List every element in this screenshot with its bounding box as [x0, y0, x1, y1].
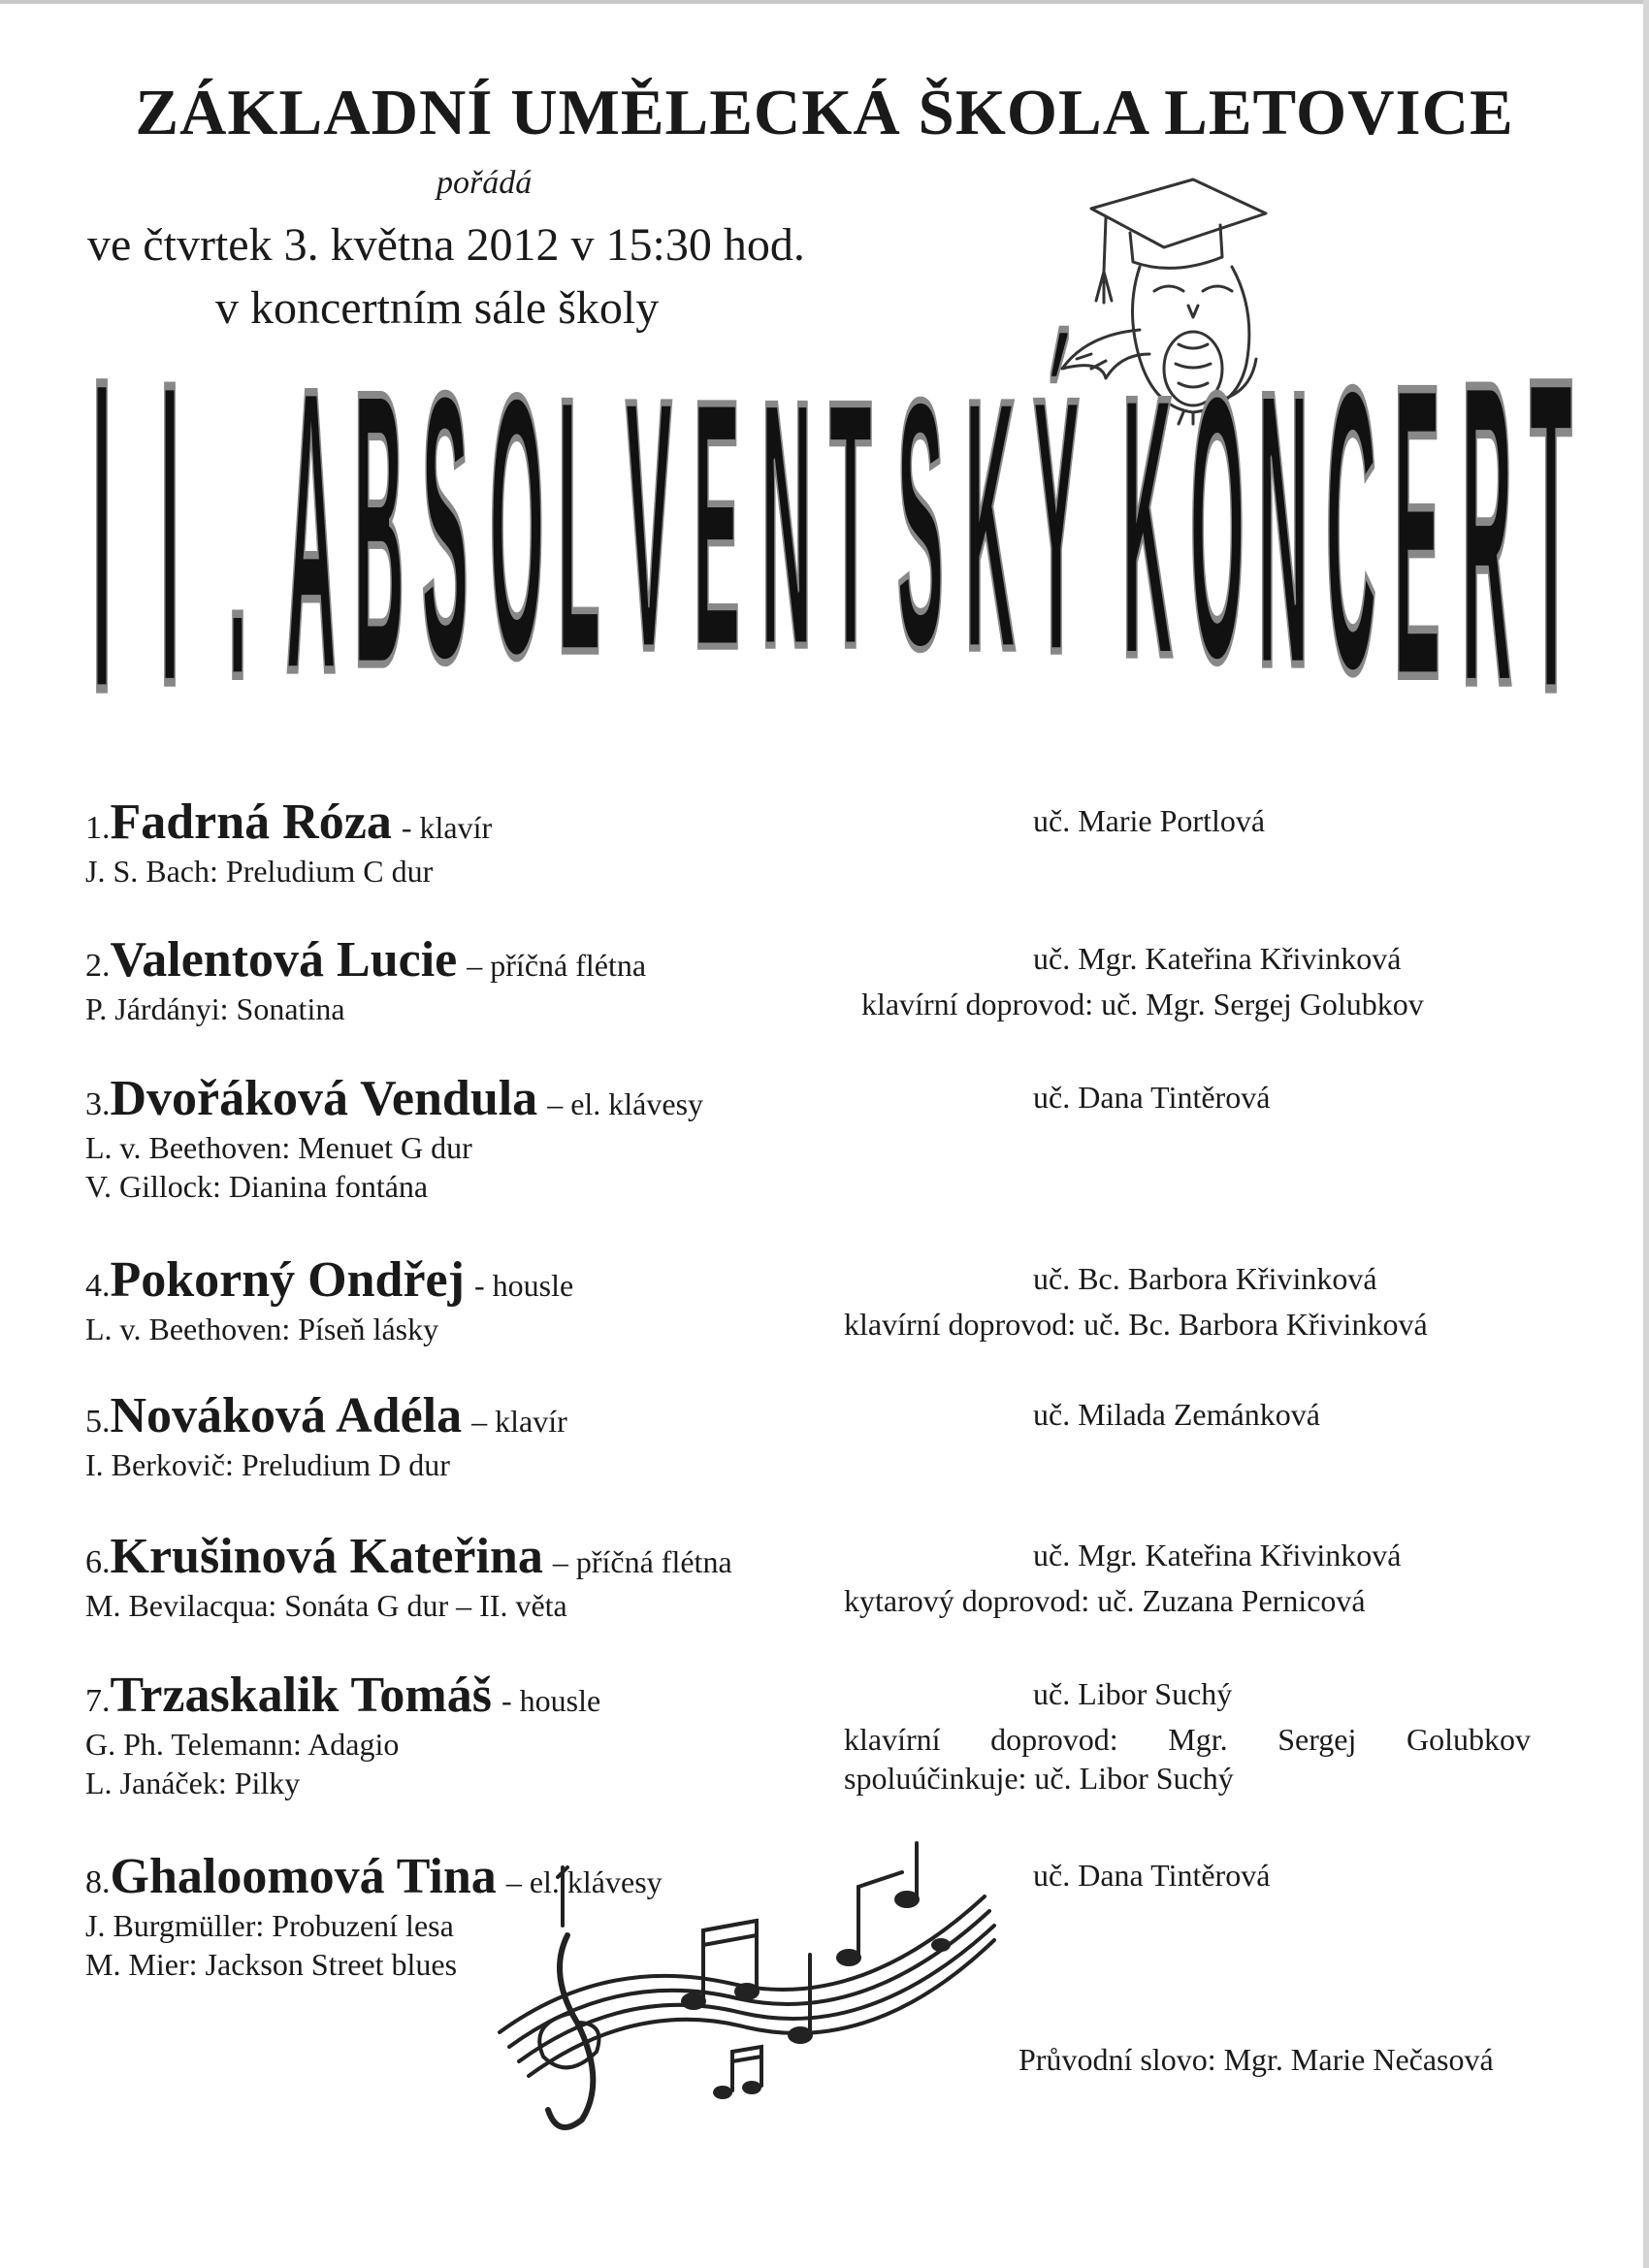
- performer-line: [85, 1528, 732, 1585]
- performer-instrument: - housle: [501, 1683, 601, 1718]
- banner-letter: T: [1529, 286, 1572, 784]
- accompaniment-word: Mgr.: [1168, 1722, 1228, 1757]
- banner-letter: K: [964, 326, 1016, 726]
- accompaniment-note: [844, 1722, 1531, 1758]
- music-notes-illustration: [490, 1838, 994, 2158]
- presents-label: pořádá: [436, 165, 533, 201]
- scan-edge-right: [1643, 0, 1649, 2268]
- accompaniment-note: klavírní doprovod: uč. Mgr. Sergej Golubkov: [861, 987, 1424, 1021]
- performer-number: 8.: [85, 1864, 111, 1900]
- banner-letter: N: [1257, 311, 1309, 748]
- performer-number: 7.: [85, 1683, 111, 1719]
- performer-name: Valentová Lucie: [110, 932, 458, 988]
- performer-name: Krušinová Kateřina: [110, 1529, 543, 1584]
- school-name: ZÁKLADNÍ UMĚLECKÁ ŠKOLA LETOVICE: [135, 77, 1514, 148]
- performer-name: Dvořáková Vendula: [110, 1071, 538, 1126]
- banner-letter: R: [1461, 293, 1512, 775]
- performer-line: [85, 794, 492, 851]
- teacher-name: uč. Dana Tintěrová: [1033, 1080, 1271, 1115]
- accompaniment-note: kytarový doprovod: uč. Zuzana Pernicová: [844, 1583, 1366, 1618]
- program-piece: M. Bevilacqua: Sonáta G dur – II. věta: [85, 1588, 567, 1623]
- scan-edge-top: [0, 0, 1649, 4]
- banner-letter: Ý: [1032, 323, 1080, 729]
- performer-name: Nováková Adéla: [110, 1388, 463, 1443]
- performer-instrument: – el. klávesy: [505, 1864, 663, 1899]
- teacher-name: uč. Mgr. Kateřina Křivinková: [1033, 941, 1402, 976]
- banner-letter: I: [92, 286, 113, 784]
- performer-instrument: - housle: [473, 1268, 574, 1303]
- performer-line: [85, 1667, 600, 1724]
- banner-letter: I: [160, 293, 180, 775]
- performer-number: 1.: [85, 810, 111, 846]
- program-piece: M. Mier: Jackson Street blues: [85, 1947, 458, 1982]
- performer-instrument: – el. klávesy: [547, 1086, 704, 1121]
- performer-name: Trzaskalik Tomáš: [110, 1668, 492, 1723]
- performer-number: 5.: [85, 1404, 111, 1440]
- performer-line: [85, 1251, 573, 1309]
- program-piece: P. Járdányi: Sonatina: [85, 991, 345, 1026]
- performer-line: [85, 1387, 567, 1444]
- accompaniment-note: spoluúčinkuje: uč. Libor Suchý: [844, 1761, 1234, 1796]
- banner-letter: L: [557, 323, 600, 729]
- performer-line: [85, 931, 646, 988]
- banner-letter: O: [489, 320, 544, 734]
- banner-letter: E: [693, 327, 740, 722]
- accompaniment-word: klavírní: [844, 1722, 941, 1757]
- performer-number: 3.: [85, 1086, 111, 1122]
- performer-name: Pokorný Ondřej: [110, 1252, 465, 1308]
- teacher-name: uč. Marie Portlová: [1033, 803, 1266, 838]
- performer-instrument: – příčná flétna: [467, 948, 647, 983]
- performer-instrument: – klavír: [471, 1404, 567, 1439]
- performer-number: 6.: [85, 1544, 111, 1580]
- performer-instrument: - klavír: [401, 810, 493, 845]
- program-piece: L. v. Beethoven: Menuet G dur: [85, 1130, 472, 1165]
- teacher-name: uč. Mgr. Kateřina Křivinková: [1033, 1538, 1402, 1572]
- program-piece: V. Gillock: Dianina fontána: [85, 1169, 429, 1204]
- concert-date: ve čtvrtek 3. května 2012 v 15:30 hod.: [87, 219, 805, 271]
- accompaniment-word: Sergej: [1277, 1722, 1357, 1757]
- banner-letter: B: [353, 311, 404, 748]
- banner-letter: V: [625, 326, 672, 726]
- teacher-name: uč. Bc. Barbora Křivinková: [1033, 1261, 1377, 1296]
- performer-number: 4.: [85, 1268, 111, 1304]
- performer-number: 2.: [85, 948, 111, 984]
- program-piece: G. Ph. Telemann: Adagio: [85, 1727, 400, 1762]
- program-piece: I. Berkovič: Preludium D dur: [85, 1447, 450, 1482]
- teacher-name: uč. Dana Tintěrová: [1033, 1858, 1271, 1893]
- accompaniment-word: Golubkov: [1406, 1722, 1531, 1757]
- banner-letter: N: [760, 329, 812, 721]
- banner-letter: A: [285, 306, 337, 757]
- concert-venue: v koncertním sále školy: [215, 282, 660, 334]
- banner-letter: T: [828, 329, 872, 721]
- banner-letter: S: [896, 327, 944, 722]
- narrator-credit: Průvodní slovo: Mgr. Marie Nečasová: [1018, 2042, 1494, 2077]
- banner-letter: S: [421, 314, 469, 740]
- banner-letter: .: [228, 299, 248, 765]
- performer-instrument: – příčná flétna: [552, 1544, 732, 1579]
- performer-name: Ghaloomová Tina: [110, 1849, 497, 1904]
- performer-name: Fadrná Róza: [110, 794, 392, 850]
- banner-letter: E: [1393, 299, 1440, 765]
- performer-line: [85, 1070, 703, 1127]
- program-piece: J. Burgmüller: Probuzení lesa: [85, 1908, 454, 1943]
- program-piece: L. v. Beethoven: Píseň lásky: [85, 1312, 439, 1346]
- accompaniment-note: klavírní doprovod: uč. Bc. Barbora Křivinková: [844, 1307, 1428, 1342]
- program-piece: L. Janáček: Pilky: [85, 1766, 301, 1800]
- program-piece: J. S. Bach: Preludium C dur: [85, 854, 434, 889]
- banner-letter: O: [1189, 314, 1245, 740]
- banner-letter: C: [1325, 306, 1376, 757]
- banner-letter: K: [1121, 320, 1173, 734]
- teacher-name: uč. Libor Suchý: [1033, 1676, 1233, 1711]
- accompaniment-word: doprovod:: [990, 1722, 1118, 1757]
- teacher-name: uč. Milada Zemánková: [1033, 1397, 1320, 1432]
